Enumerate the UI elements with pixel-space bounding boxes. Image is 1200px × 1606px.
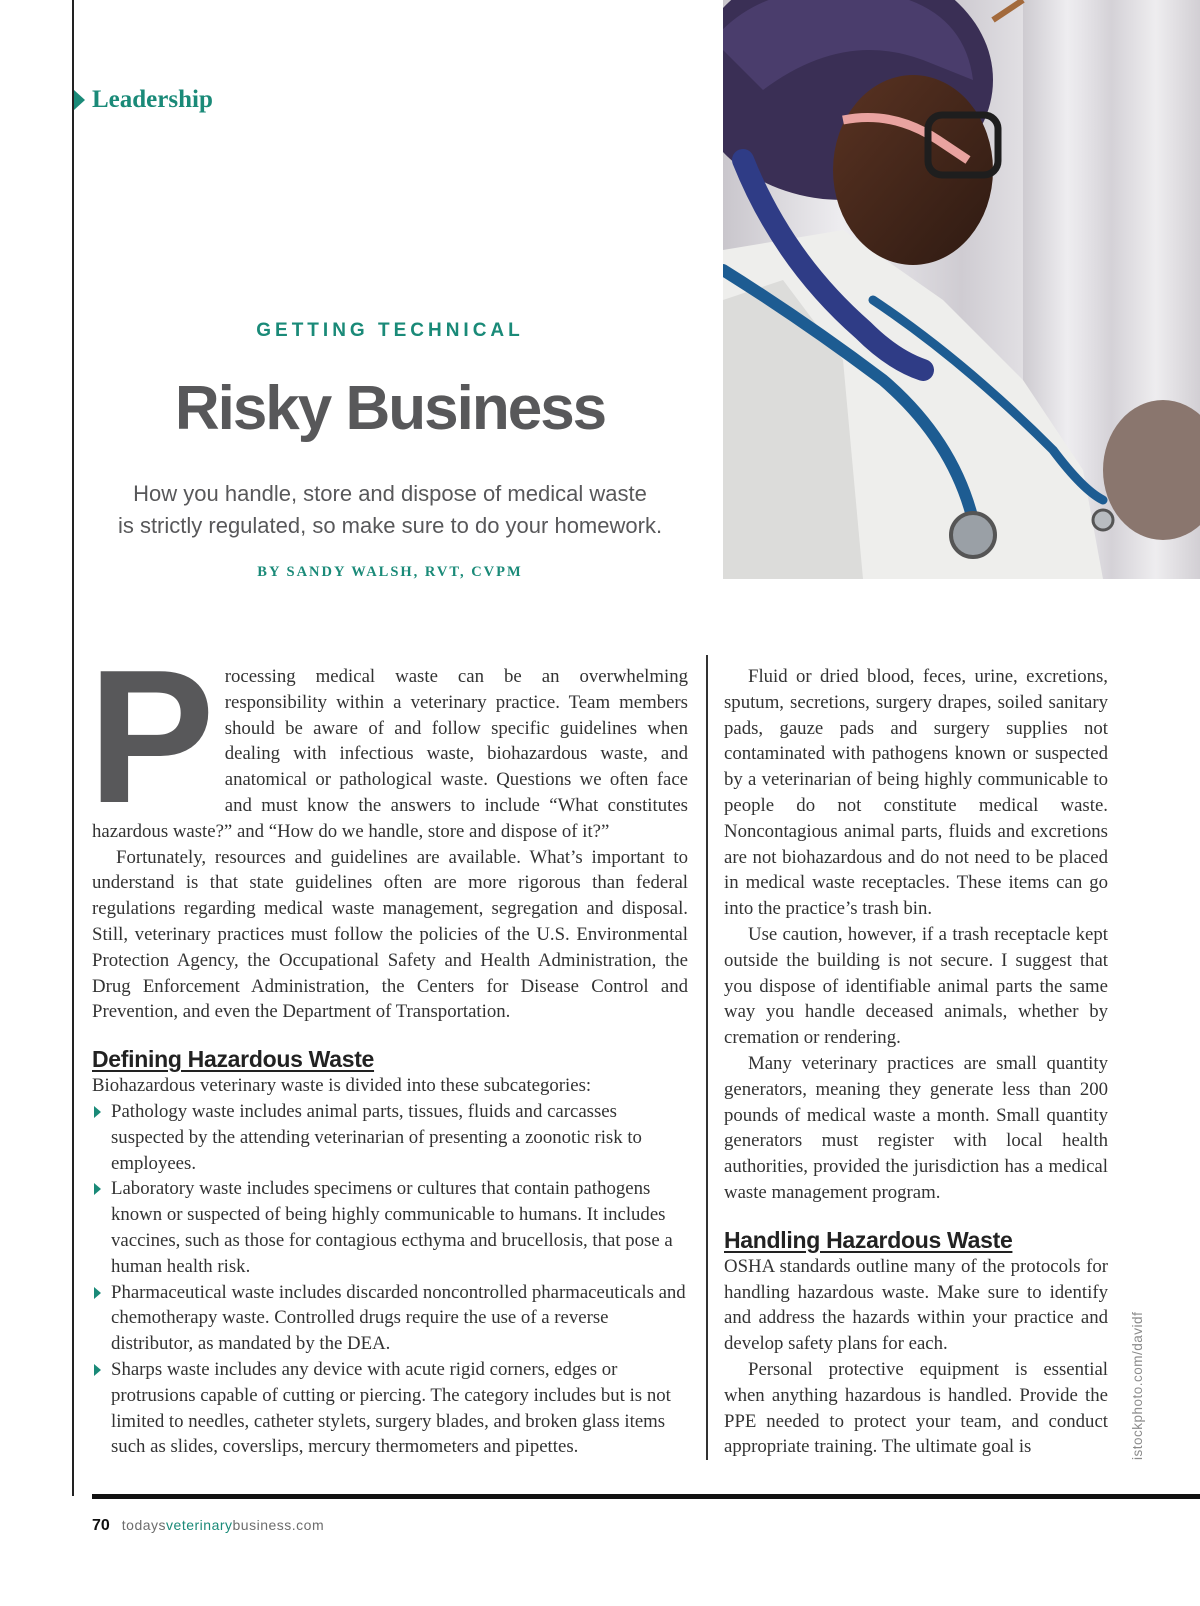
bullet-arrow-icon — [94, 1106, 101, 1118]
waste-category-list — [92, 1099, 688, 1460]
subhead-handling: Handling Hazardous Waste — [724, 1226, 1013, 1253]
article-column-left — [88, 631, 688, 1460]
list-intro: Biohazardous veterinary waste is divided into these subcategories: — [92, 1075, 592, 1097]
dek-line: is strictly regulated, so make sure to do your homework. — [117, 513, 663, 538]
section-label: Leadership — [92, 86, 213, 113]
column-divider — [706, 655, 708, 1460]
left-margin-rule — [72, 0, 74, 1496]
article-kicker: GETTING TECHNICAL — [256, 320, 524, 341]
byline: BY SANDY WALSH, RVT, CVPM — [257, 564, 523, 580]
list-item: Pathology waste includes animal parts, tissues, fluids and carcasses suspected by the attending veterinarian of presenting a zoonotic risk to employees. — [92, 1099, 688, 1176]
bullet-arrow-icon — [94, 1287, 101, 1299]
bullet-arrow-icon — [94, 1183, 101, 1195]
body-paragraph: Personal protective equipment is essential when anything hazardous is handled. Provide the PPE needed to protect your team, and conduct appropriate training. The ultimate goal is — [724, 1358, 1108, 1458]
page-footer — [92, 1517, 324, 1535]
bullet-arrow-icon — [94, 1364, 101, 1376]
body-paragraph: Fluid or dried blood, feces, urine, excretions, sputum, secretions, surgery drapes, soiled sanitary pads, gauze pads and surgery supplies not contaminated with pathogens known or suspected by a veterinarian of being highly communicable to people do not constitute medical waste. Noncontagious animal parts, fluids and excretions are not biohazardous and do not need to be placed in medical waste receptacles. These items can go into the practice’s trash bin. — [724, 666, 1108, 920]
dek-line: How you handle, store and dispose of medical waste — [133, 481, 647, 506]
body-paragraph: OSHA standards outline many of the protocols for handling hazardous waste. Make sure to identify and address the hazards within your practice and develop safety plans for each. — [724, 1255, 1108, 1355]
article-title: Risky Business — [174, 374, 606, 443]
photo-credit: istockphoto.com/davidf — [1130, 1311, 1145, 1460]
list-item: Pharmaceutical waste includes discarded noncontrolled pharmaceuticals and chemotherapy waste. Controlled drugs require the use of a reverse distributor, as mandated by the DEA. — [92, 1280, 688, 1357]
site-url[interactable]: todaysveterinarybusiness.com — [121, 1517, 325, 1533]
drop-cap: P — [88, 631, 215, 843]
article-dek — [110, 478, 670, 542]
page-number: 70 — [92, 1517, 110, 1534]
article-photo — [723, 0, 1200, 579]
list-item: Laboratory waste includes specimens or cultures that contain pathogens known or suspected of being highly communicable to humans. It includes vaccines, such as those for contagious ecthyma and brucellosis, that pose a human health risk. — [92, 1176, 688, 1279]
intro-paragraph — [88, 631, 688, 845]
footer-rule — [92, 1494, 1200, 1499]
subhead-defining: Defining Hazardous Waste — [92, 1046, 375, 1073]
body-paragraph: Fortunately, resources and guidelines are available. What’s important to understand is that state guidelines often are more rigorous than federal regulations regarding medical waste management, segregation and disposal. Still, veterinary practices must follow the policies of the U.S. Environmental Protection Agency, the Occupational Safety and Health Administration, the Drug Enforcement Administration, the Centers for Disease Control and Prevention, and even the Department of Transportation. — [92, 846, 688, 1023]
article-column-right — [724, 664, 1108, 1460]
intro-text: rocessing medical waste can be an overwhelming responsibility within a veterinary practice. Team members should be aware of and follow specific guidelines when dealing with infectious waste, biohazardous waste, and anatomical or pathological waste. Questions we often face and must know the answers to include “What constitutes hazardous waste?” and “How do we handle, store and dispose of it?” — [92, 666, 688, 842]
list-item: Sharps waste includes any device with acute rigid corners, edges or protrusions capable of cutting or piercing. The category includes but is not limited to needles, catheter stylets, surgery blades, and broken glass items such as slides, coverslips, mercury thermometers and pipettes. — [92, 1357, 688, 1460]
section-arrow-icon — [74, 90, 85, 110]
body-paragraph: Many veterinary practices are small quantity generators, meaning they generate less than 200 pounds of medical waste a month. Small quantity generators must register with local health authorities, provided the jurisdiction has a medical waste management program. — [724, 1052, 1108, 1203]
section-tag — [74, 86, 213, 114]
body-paragraph: Use caution, however, if a trash receptacle kept outside the building is not secure. I suggest that you dispose of identifiable animal parts the same way you handle deceased animals, whether by cremation or rendering. — [724, 923, 1108, 1049]
